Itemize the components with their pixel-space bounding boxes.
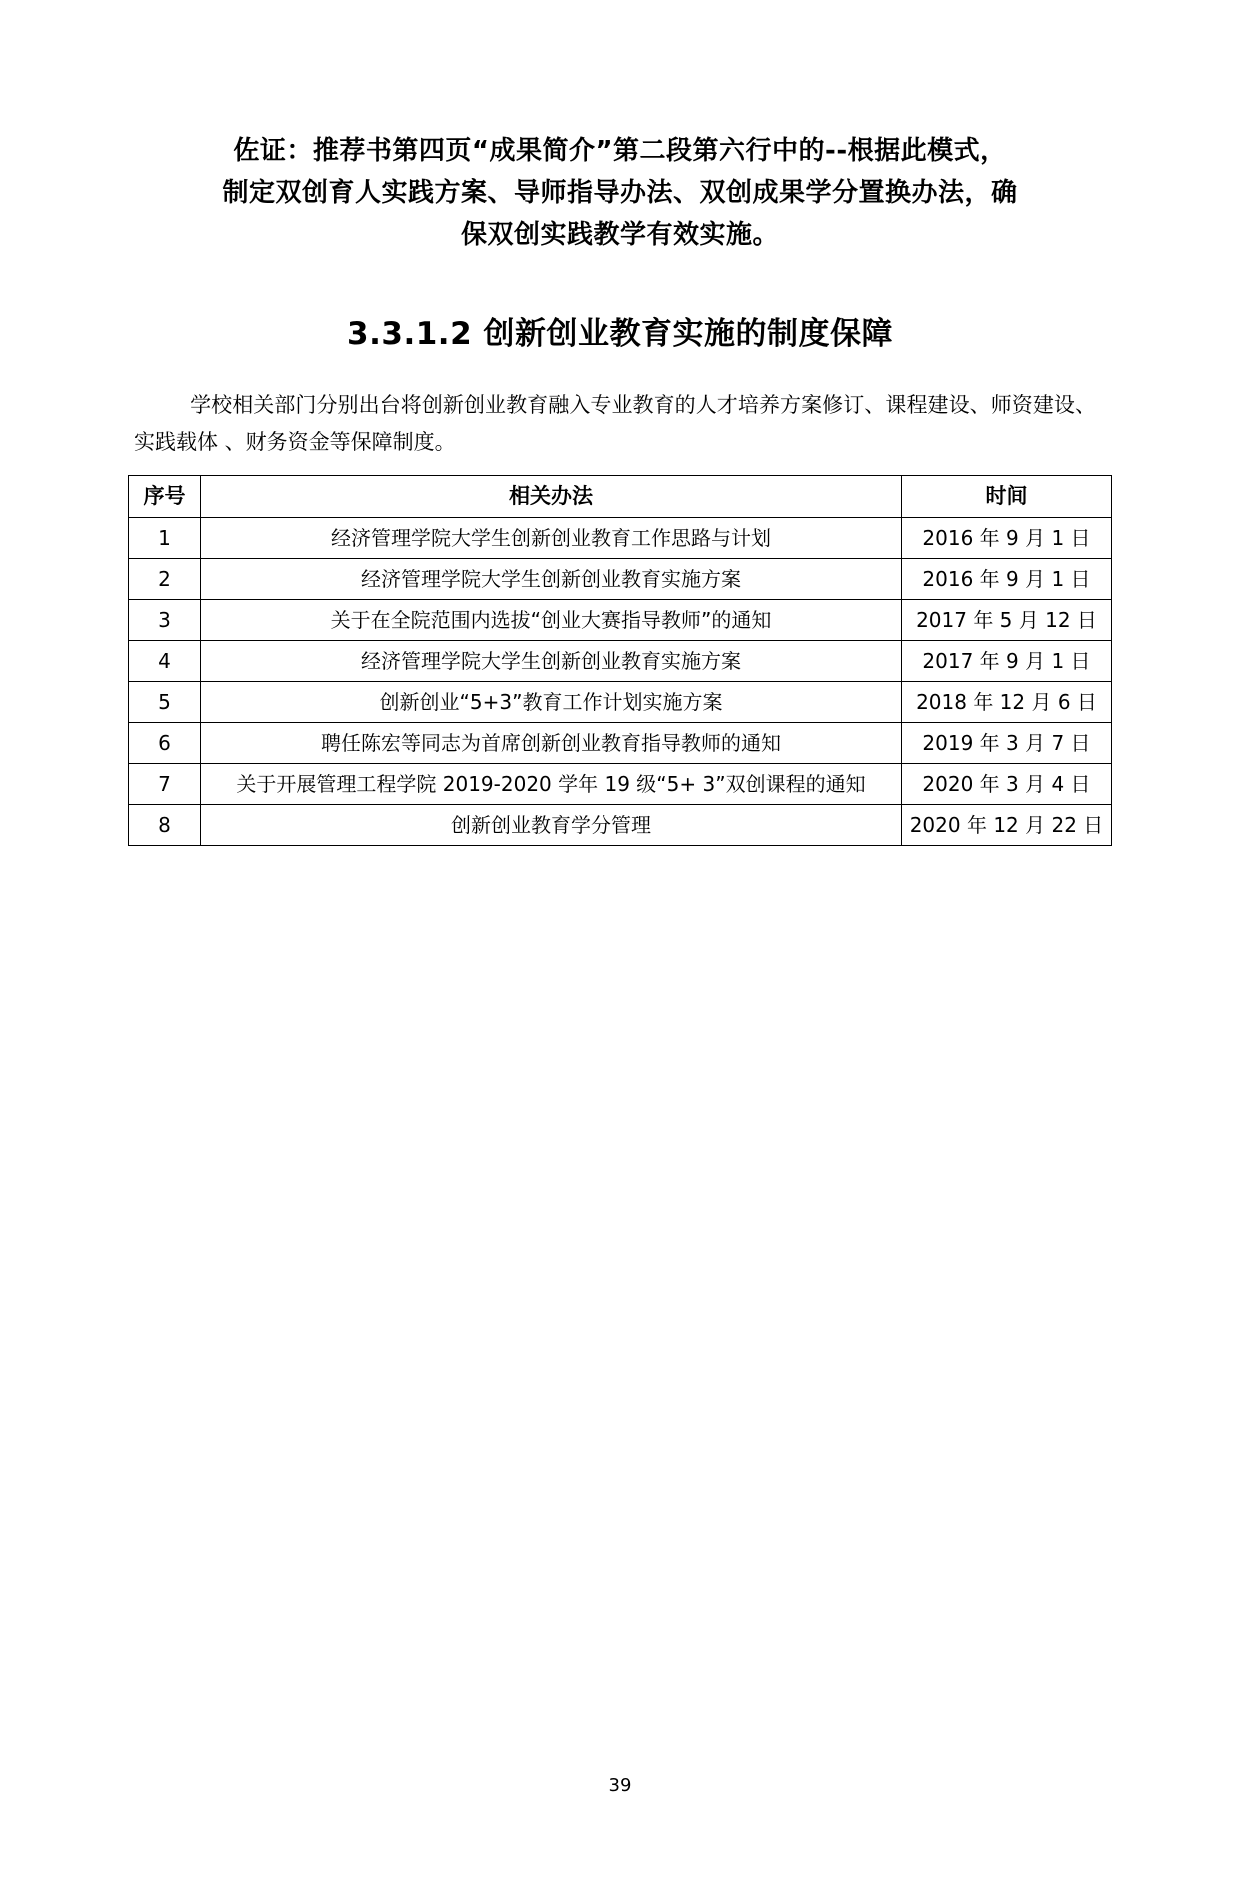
table-header-time: 时间 bbox=[902, 475, 1112, 518]
table-header-name: 相关办法 bbox=[201, 475, 902, 518]
cell-index: 6 bbox=[129, 723, 201, 764]
table-row bbox=[129, 641, 1112, 682]
policy-table bbox=[128, 475, 1112, 847]
table-header bbox=[129, 475, 1112, 518]
cell-time: 2020 年 3 月 4 日 bbox=[902, 764, 1112, 805]
cell-name: 创新创业教育学分管理 bbox=[201, 805, 902, 846]
intro-line-1: 佐证：推荐书第四页“成果简介”第二段第六行中的--根据此模式， bbox=[233, 136, 1007, 166]
paragraph-text: 学校相关部门分别出台将创新创业教育融入专业教育的人才培养方案修订、课程建设、师资建设、实践载体 、财务资金等保障制度。 bbox=[134, 393, 1096, 455]
cell-name: 创新创业“5+3”教育工作计划实施方案 bbox=[201, 682, 902, 723]
table-header-row bbox=[129, 475, 1112, 518]
table-header-index: 序号 bbox=[129, 475, 201, 518]
cell-name: 聘任陈宏等同志为首席创新创业教育指导教师的通知 bbox=[201, 723, 902, 764]
cell-index: 7 bbox=[129, 764, 201, 805]
document-page bbox=[0, 130, 1240, 1884]
cell-name: 经济管理学院大学生创新创业教育实施方案 bbox=[201, 559, 902, 600]
cell-time: 2016 年 9 月 1 日 bbox=[902, 518, 1112, 559]
cell-index: 3 bbox=[129, 600, 201, 641]
cell-time: 2017 年 9 月 1 日 bbox=[902, 641, 1112, 682]
cell-index: 4 bbox=[129, 641, 201, 682]
intro-paragraph bbox=[128, 130, 1112, 256]
table-row bbox=[129, 518, 1112, 559]
section-heading: 3.3.1.2 创新创业教育实施的制度保障 bbox=[347, 316, 893, 353]
cell-name: 经济管理学院大学生创新创业教育工作思路与计划 bbox=[201, 518, 902, 559]
intro-line-3: 保双创实践教学有效实施。 bbox=[460, 220, 779, 251]
cell-index: 1 bbox=[129, 518, 201, 559]
body-paragraph bbox=[128, 387, 1112, 461]
cell-time: 2016 年 9 月 1 日 bbox=[902, 559, 1112, 600]
cell-name: 关于开展管理工程学院 2019-2020 学年 19 级“5+ 3”双创课程的通知 bbox=[201, 764, 902, 805]
cell-time: 2017 年 5 月 12 日 bbox=[902, 600, 1112, 641]
table-body bbox=[129, 518, 1112, 846]
page-number: 39 bbox=[608, 1775, 632, 1796]
cell-index: 5 bbox=[129, 682, 201, 723]
intro-line-2: 制定双创育人实践方案、导师指导办法、双创成果学分置换办法，确 bbox=[222, 178, 1018, 209]
cell-index: 2 bbox=[129, 559, 201, 600]
table-row bbox=[129, 682, 1112, 723]
cell-time: 2018 年 12 月 6 日 bbox=[902, 682, 1112, 723]
table-row bbox=[129, 559, 1112, 600]
table-row bbox=[129, 764, 1112, 805]
cell-name: 关于在全院范围内选拔“创业大赛指导教师”的通知 bbox=[201, 600, 902, 641]
cell-time: 2019 年 3 月 7 日 bbox=[902, 723, 1112, 764]
cell-name: 经济管理学院大学生创新创业教育实施方案 bbox=[201, 641, 902, 682]
cell-index: 8 bbox=[129, 805, 201, 846]
table-row bbox=[129, 600, 1112, 641]
cell-time: 2020 年 12 月 22 日 bbox=[902, 805, 1112, 846]
table-row bbox=[129, 723, 1112, 764]
table-row bbox=[129, 805, 1112, 846]
